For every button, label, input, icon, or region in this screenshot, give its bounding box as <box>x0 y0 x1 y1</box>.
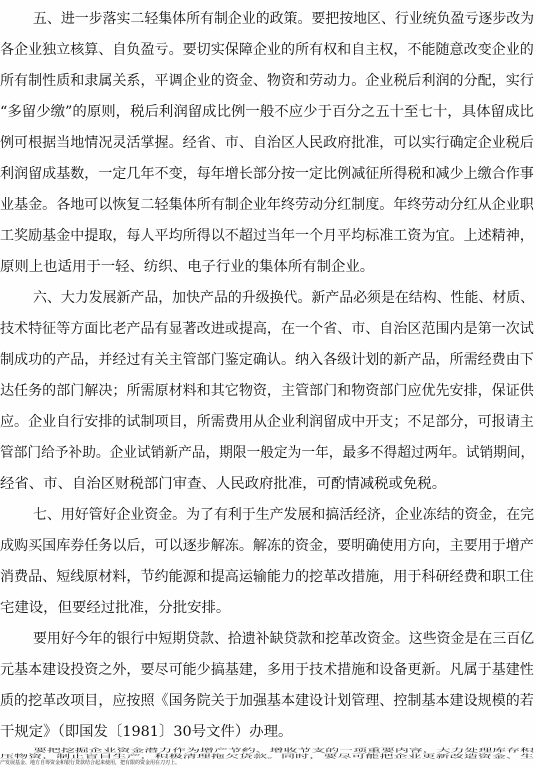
p7-line-1: 七、用好管好企业资金。为了有利于生产发展和搞活经济，企业冻结的资金，在完 <box>33 507 535 523</box>
p6-line-3: 制成功的产品，并经过有关主管部门鉴定确认。纳入各级计划的新产品，所需经费由下 <box>0 352 534 368</box>
p7-line-3: 消费品、短线原材料，节约能源和提高运输能力的挖革改措施，用于科研经费和职工住 <box>0 569 534 585</box>
p6-line-5: 应。企业自行安排的试制项目，所需费用从企业利润留成中开支；不足部分，可报请主 <box>0 414 534 430</box>
p8-line-3: 质的挖革改项目，应按照《国务院关于加强基本建设计划管理、控制基本建设规模的若 <box>0 693 534 709</box>
p8-line-1: 要用好今年的银行中短期贷款、拾遗补缺贷款和挖革改资金。这些资金是在三百亿 <box>33 631 535 647</box>
p8-line-2: 元基本建设投资之外，要尽可能少搞基建，多用于技术措施和设备更新。凡属于基建性 <box>0 662 534 678</box>
p5-line-5: 例可根据当地情况灵活掌握。经省、市、自治区人民政府批准，可以实行确定企业税后 <box>0 135 534 151</box>
p5-line-7: 业基金。各地可以恢复二轻集体所有制企业年终劳动分红制度。年终劳动分红从企业职 <box>0 197 534 213</box>
p5-line-6: 利润留成基数，一定几年不变，每年增长部分按一定比例减征所得税和减少上缴合作事 <box>0 166 534 182</box>
p9-line-3: 产发展基金、地方自筹资金和银行贷款结合起来使用，把有限的资金用在刀刃上。 <box>0 760 181 766</box>
p5-line-3: 所有制性质和隶属关系，平调企业的资金、物资和劳动力。企业税后利润的分配，实行 <box>0 73 534 89</box>
p7-line-4: 宅建设，但要经过批准，分批安排。 <box>0 600 231 616</box>
p5-line-9: 原则上也适用于一轻、纺织、电子行业的集体所有制企业。 <box>0 259 375 275</box>
p9-line-2: 压物资，制止盲目生产，积极清理拖欠货款。同时，要尽可能把企业更新改造资金、生 <box>0 754 535 760</box>
p5-line-8: 工奖励基金中提取，每人平均所得以不超过当年一个月平均标准工资为宜。上述精神， <box>0 228 534 244</box>
p6-line-6: 管部门给予补助。企业试销新产品，期限一般定为一年，最多不得超过两年。试销期间， <box>0 445 535 461</box>
p5-line-1: 五、进一步落实二轻集体所有制企业的政策。要把按地区、行业统负盈亏逐步改为 <box>33 11 535 27</box>
p8-line-4: 干规定》（即国发〔1981〕30号文件）办理。 <box>0 724 293 740</box>
p6-line-2: 技术特征等方面比老产品有显著改进或提高，在一个省、市、自治区范围内是第一次试 <box>0 321 534 337</box>
p7-line-2: 成购买国库券任务以后，可以逐步解冻。解冻的资金，要明确使用方向，主要用于增产 <box>0 538 534 554</box>
p5-line-4: “多留少缴”的原则，税后利润留成比例一般不应少于百分之五十至七十，具体留成比 <box>0 104 534 120</box>
p6-line-4: 达任务的部门解决；所需原材料和其它物资，主管部门和物资部门应优先安排，保证供 <box>0 383 534 399</box>
p6-line-7: 经省、市、自治区财税部门审查、人民政府批准，可酌情减税或免税。 <box>0 476 447 492</box>
p6-line-1: 六、大力发展新产品，加快产品的升级换代。新产品必须是在结构、性能、材质、 <box>33 290 535 306</box>
p9-line-1: 要把挖掘企业资金潜力作为增产节约、增收节支的一项重要内容，大力处理库存积 <box>33 748 535 754</box>
p5-line-2: 各企业独立核算、自负盈亏。要切实保障企业的所有权和自主权，不能随意改变企业的 <box>0 42 534 58</box>
